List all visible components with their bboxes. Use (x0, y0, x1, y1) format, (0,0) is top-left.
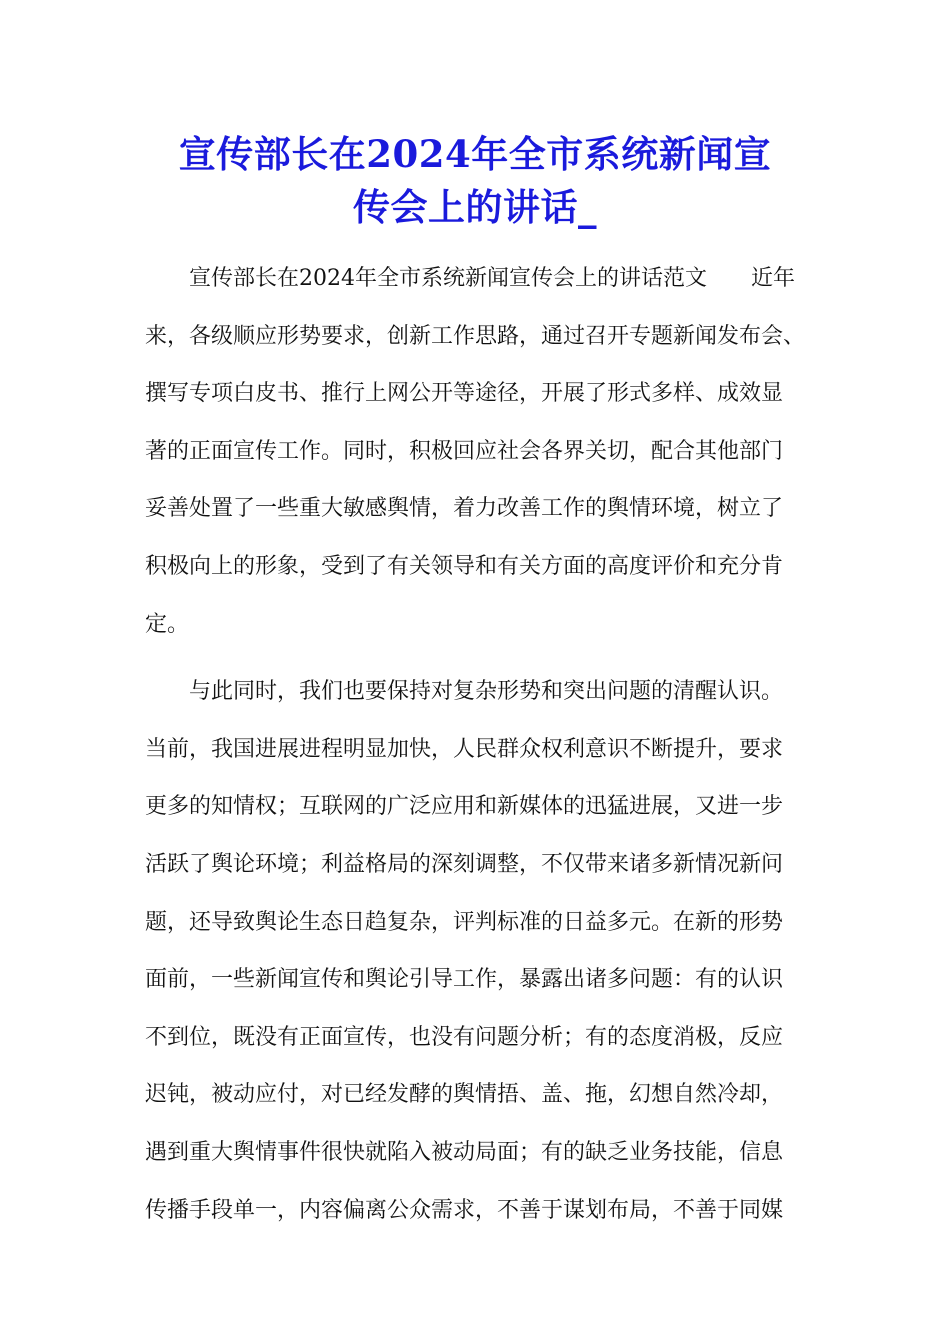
paragraph-spacer (145, 663, 835, 673)
paragraph-line: 来，各级顺应形势要求，创新工作思路，通过召开专题新闻发布会、 (145, 323, 806, 349)
paragraph-line: 迟钝，被动应付，对已经发酵的舆情捂、盖、拖，幻想自然冷却， (145, 1082, 784, 1108)
paragraph-line: 定。 (145, 611, 190, 637)
paragraph-line: 积极向上的形象，受到了有关领导和有关方面的高度评价和充分肯 (145, 553, 784, 579)
title-line: 传会上的讲话_ (353, 185, 597, 229)
paragraph (145, 673, 835, 1249)
paragraph-line: 著的正面宣传工作。同时，积极回应社会各界关切，配合其他部门 (145, 438, 784, 464)
document-body (145, 260, 835, 1249)
paragraph-line: 活跃了舆论环境；利益格局的深刻调整，不仅带来诸多新情况新问 (145, 851, 784, 877)
title-line: 宣传部长在2024年全市系统新闻宣 (178, 132, 772, 176)
paragraph-line: 妥善处置了一些重大敏感舆情，着力改善工作的舆情环境，树立了 (145, 496, 784, 522)
paragraph-line: 面前，一些新闻宣传和舆论引导工作，暴露出诸多问题：有的认识 (145, 967, 784, 993)
paragraph-line: 宣传部长在2024年全市系统新闻宣传会上的讲话范文 近年 (189, 266, 795, 291)
document-title (140, 128, 810, 234)
paragraph-line: 与此同时，我们也要保持对复杂形势和突出问题的清醒认识。 (189, 679, 784, 705)
paragraph-line: 传播手段单一，内容偏离公众需求，不善于谋划布局，不善于同媒 (145, 1197, 784, 1223)
paragraph-line: 遇到重大舆情事件很快就陷入被动局面；有的缺乏业务技能，信息 (145, 1139, 784, 1165)
paragraph-line: 不到位，既没有正面宣传，也没有问题分析；有的态度消极，反应 (145, 1024, 784, 1050)
paragraph (145, 260, 835, 663)
paragraph-line: 更多的知情权；互联网的广泛应用和新媒体的迅猛进展，又进一步 (145, 794, 784, 820)
paragraph-line: 题，还导致舆论生态日趋复杂，评判标准的日益多元。在新的形势 (145, 909, 784, 935)
paragraph-line: 撰写专项白皮书、推行上网公开等途径，开展了形式多样、成效显 (145, 381, 784, 407)
paragraph-line: 当前，我国进展进程明显加快，人民群众权利意识不断提升，要求 (145, 736, 784, 762)
